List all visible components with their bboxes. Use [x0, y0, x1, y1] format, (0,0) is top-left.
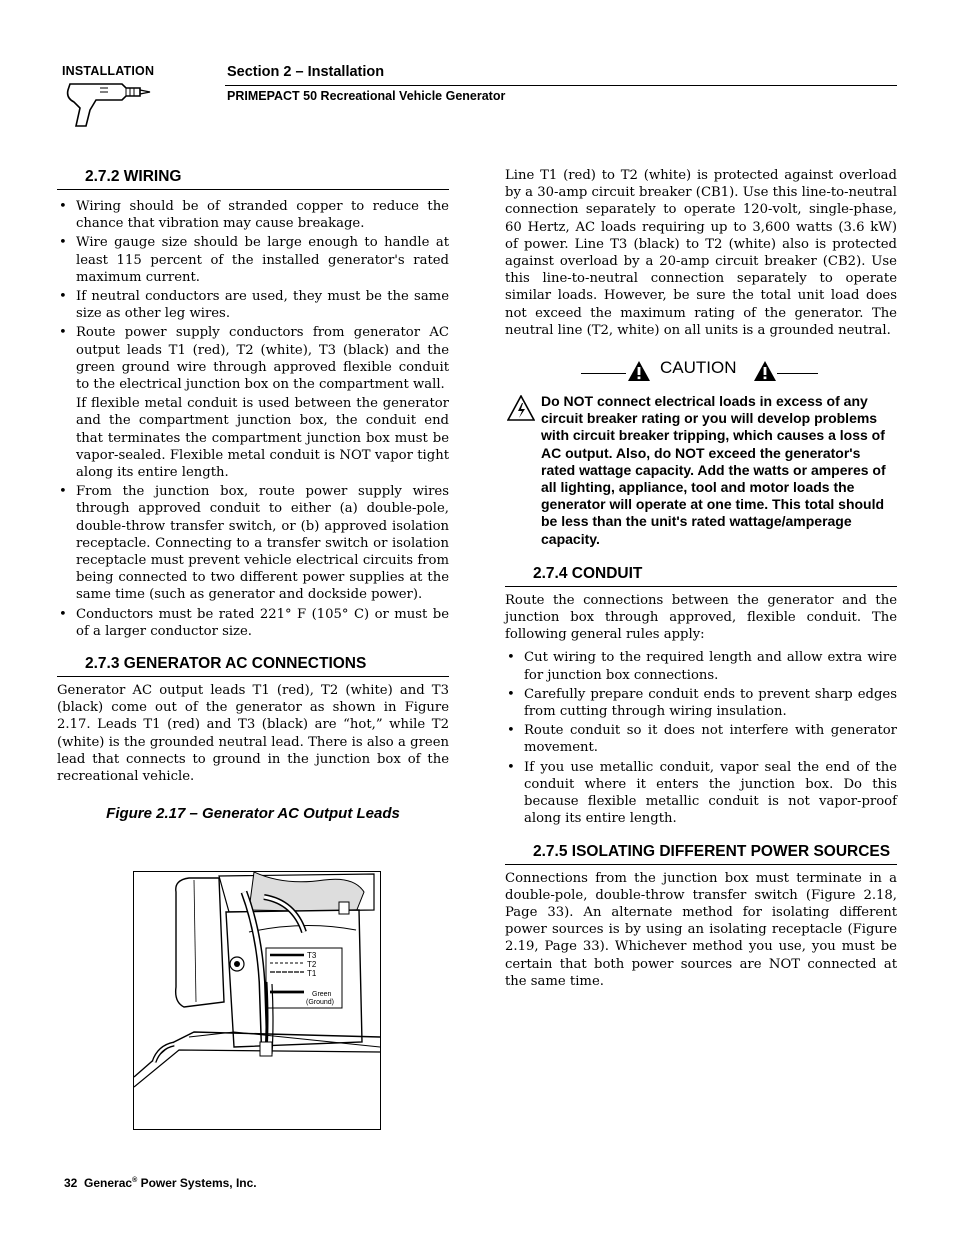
list-item: • Carefully prepare conduit ends to prevent sharp edges from cutting through wiring insulation. [507, 686, 897, 720]
right-column [505, 167, 897, 990]
generator-illustration [134, 872, 380, 1129]
icon-label: INSTALLATION [62, 64, 155, 78]
left-column [57, 167, 449, 823]
caution-header [505, 357, 897, 387]
wiring-heading: 2.7.2 WIRING [57, 167, 449, 190]
list-item: • Wiring should be of stranded copper to reduce the chance that vibration may cause breakage. [59, 199, 449, 232]
legend-t1: T1 [307, 969, 317, 978]
caution-text: Do NOT connect electrical loads in excess of any circuit breaker rating or you will develop problems with circuit breaker tripping, which causes a loss of AC output. Also, do NOT exceed the generator's rated wattage capacity. Add the watts or amperes of all lighting, appliance, tool and motor loads the generator will operate at one time. This total should be less than the unit's rated wattage/amperage capacity. [541, 393, 886, 547]
warning-icon [627, 360, 651, 382]
caution-rule-left [581, 373, 626, 374]
caution-box [505, 393, 897, 548]
generator-figure [133, 871, 381, 1130]
list-item: • Cut wiring to the required length and allow extra wire for junction box connections. [507, 650, 897, 683]
company-name: Generac [84, 1176, 133, 1190]
wiring-list-2 [57, 483, 449, 640]
caution-title: CAUTION [660, 358, 737, 378]
section-title: Section 2 – Installation [227, 64, 385, 80]
list-item: • Conductors must be rated 221° F (105° C) or must be of a larger conductor size. [59, 606, 449, 639]
electrical-hazard-icon [507, 395, 535, 421]
ac-connections-text: Generator AC output leads T1 (red), T2 (white) and T3 (black) come out of the generator as shown in Figure 2.17. Leads T1 (red) and T3 (black) are “hot,” while T2 (white) is the grounded neutral lead. There is also a green lead that connects to ground in the junction box of the recreational vehicle. [57, 683, 449, 785]
legend-green: Green [312, 991, 332, 998]
list-item: • Wire gauge size should be large enough to handle at least 115 percent of the installed generator's rated maximum current. [59, 235, 449, 285]
page-footer [64, 1176, 257, 1190]
list-item: • Route power supply conductors from generator AC output leads T1 (red), T2 (white), T3 (black) and the green ground wire through approved flexible conduit to the electrical junction box on the compartment wall. [59, 325, 449, 393]
isolating-heading: 2.7.5 ISOLATING DIFFERENT POWER SOURCES [505, 842, 897, 865]
document-subtitle: PRIMEPACT 50 Recreational Vehicle Generator [227, 89, 506, 103]
conduit-list [505, 649, 897, 827]
drill-icon [60, 76, 152, 130]
load-protection-text: Line T1 (red) to T2 (white) is protected against overload by a 30-amp circuit breaker (CB1). Use this line-to-neutral connection separately to operate 120-volt, single-phase, 60 Hertz, AC loads requiring up to 3,600 watts (3.6 kW) of power. Line T3 (black) to T2 (white) also is protected against overload by a 20-amp circuit breaker (CB2). Use this line-to-neutral connection separately to operate similar loads. However, be sure the total unit load does not exceed the maximum rating of the generator. The neutral line (T2, white) on all units is a grounded neutral. [505, 168, 897, 338]
legend-t2: T2 [307, 960, 317, 969]
registered-mark: ® [132, 1177, 138, 1184]
page-number: 32 [64, 1176, 78, 1190]
warning-icon [753, 360, 777, 382]
figure-caption: Figure 2.17 – Generator AC Output Leads [106, 805, 400, 823]
caution-rule-right [777, 373, 818, 374]
installation-drill-icon [60, 62, 160, 128]
conduit-heading: 2.7.4 CONDUIT [505, 564, 897, 587]
list-item: • From the junction box, route power supply wires through approved conduit to either (a) double-pole, double-throw transfer switch, or (b) approved isolation receptacle. Connecting to a transfer switch or isolation receptacle must prevent vehicle electrical circuits from being connected to two different power supplies at the same time (such as generator and dockside power). [59, 484, 449, 603]
list-item: • Route conduit so it does not interfere with generator movement. [507, 723, 897, 756]
conduit-text: Route the connections between the generator and the junction box through approved, flexible conduit. The following general rules apply: [505, 592, 897, 643]
list-item: • If you use metallic conduit, vapor seal the end of the conduit where it enters the junction box. Do this because flexible metallic conduit is not vapor-proof along its entire length. [507, 759, 897, 827]
isolating-text: Connections from the junction box must terminate in a double-pole, double-throw transfer switch (Figure 2.18, Page 33). An alternate method for isolating different power sources is by using an isolating receptacle (Figure 2.19, Page 33). Whichever method you use, you must be certain that both power sources are NOT connected at the same time. [505, 870, 897, 989]
ac-connections-heading: 2.7.3 GENERATOR AC CONNECTIONS [57, 654, 449, 677]
company-suffix: Power Systems, Inc. [140, 1176, 257, 1190]
wiring-list [57, 198, 449, 393]
legend-ground: (Ground) [306, 999, 335, 1006]
legend-t3: T3 [307, 951, 317, 960]
header-rule [225, 85, 897, 86]
list-item: • If neutral conductors are used, they must be the same size as other leg wires. [59, 289, 449, 322]
wiring-continuation: If flexible metal conduit is used between the generator and the compartment junction box, the conduit end that terminates the compartment junction box must be vapor-sealed. Flexible metal conduit is NOT vapor tight along its entire length. [76, 396, 449, 481]
